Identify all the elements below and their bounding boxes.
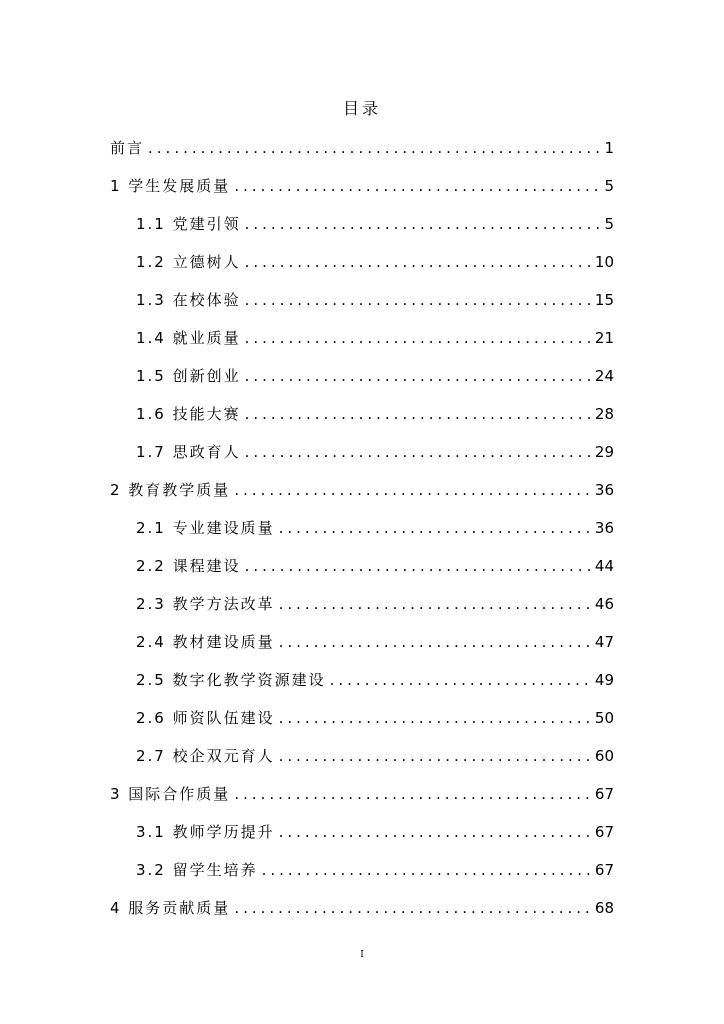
toc-entry-title: 4 服务贡献质量 — [110, 899, 231, 917]
toc-entry-page: 28 — [594, 405, 614, 423]
toc-entry-title: 1.7 思政育人 — [136, 443, 241, 461]
toc-dot-leader — [234, 775, 591, 813]
toc-entry-title: 2.3 教学方法改革 — [136, 595, 275, 613]
toc-entry-page: 1 — [604, 139, 614, 157]
toc-entry[interactable] — [110, 623, 614, 661]
toc-dot-leader — [245, 547, 591, 585]
toc-entry-title: 3.1 教师学历提升 — [136, 823, 275, 841]
toc-heading: 目录 — [342, 99, 381, 118]
toc-dot-leader — [245, 281, 591, 319]
toc-entry[interactable] — [110, 775, 614, 813]
toc-dot-leader — [279, 585, 591, 623]
toc-entry-title: 2.7 校企双元育人 — [136, 747, 275, 765]
toc-entry-page: 36 — [594, 481, 614, 499]
toc-entry-title: 1.6 技能大赛 — [136, 405, 241, 423]
toc-entry[interactable] — [110, 395, 614, 433]
toc-entry-page: 67 — [594, 785, 614, 803]
toc-entry[interactable] — [110, 585, 614, 623]
toc-entry-page: 5 — [604, 177, 614, 195]
toc-dot-leader — [279, 623, 591, 661]
toc-entry-title: 1.1 党建引领 — [136, 215, 241, 233]
toc-entry-page: 5 — [604, 215, 614, 233]
toc-dot-leader — [234, 889, 591, 927]
toc-entry-page: 46 — [594, 595, 614, 613]
toc-dot-leader — [245, 243, 591, 281]
toc-entry[interactable] — [110, 433, 614, 471]
table-of-contents — [110, 129, 614, 927]
toc-entry-page: 21 — [594, 329, 614, 347]
toc-entry-page: 47 — [594, 633, 614, 651]
toc-entry-title: 2.5 数字化教学资源建设 — [136, 671, 326, 689]
toc-dot-leader — [234, 167, 600, 205]
toc-entry[interactable] — [110, 319, 614, 357]
toc-dot-leader — [279, 737, 591, 775]
toc-entry[interactable] — [110, 661, 614, 699]
toc-entry-title: 3 国际合作质量 — [110, 785, 231, 803]
toc-entry[interactable] — [110, 243, 614, 281]
toc-entry-page: 10 — [594, 253, 614, 271]
toc-dot-leader — [245, 395, 591, 433]
toc-dot-leader — [245, 205, 601, 243]
toc-dot-leader — [330, 661, 591, 699]
toc-dot-leader — [279, 813, 591, 851]
toc-entry-title: 2.1 专业建设质量 — [136, 519, 275, 537]
toc-dot-leader — [245, 319, 591, 357]
toc-entry[interactable] — [110, 205, 614, 243]
toc-entry[interactable] — [110, 129, 614, 167]
toc-entry[interactable] — [110, 813, 614, 851]
toc-entry[interactable] — [110, 167, 614, 205]
toc-entry[interactable] — [110, 509, 614, 547]
toc-dot-leader — [245, 433, 591, 471]
toc-entry-title: 1.3 在校体验 — [136, 291, 241, 309]
toc-dot-leader — [245, 357, 591, 395]
toc-entry-title: 3.2 留学生培养 — [136, 861, 258, 879]
toc-entry[interactable] — [110, 547, 614, 585]
toc-entry-title: 2 教育教学质量 — [110, 481, 231, 499]
toc-entry[interactable] — [110, 699, 614, 737]
toc-entry-page: 36 — [594, 519, 614, 537]
toc-dot-leader — [279, 699, 591, 737]
toc-entry[interactable] — [110, 851, 614, 889]
toc-entry-page: 67 — [594, 861, 614, 879]
toc-entry-page: 49 — [594, 671, 614, 689]
toc-entry-page: 50 — [594, 709, 614, 727]
toc-entry[interactable] — [110, 281, 614, 319]
toc-entry-page: 67 — [594, 823, 614, 841]
toc-dot-leader — [148, 129, 600, 167]
toc-entry-title: 1.5 创新创业 — [136, 367, 241, 385]
page-number: I — [360, 950, 364, 960]
toc-entry-page: 68 — [594, 899, 614, 917]
toc-entry-page: 15 — [594, 291, 614, 309]
toc-dot-leader — [279, 509, 591, 547]
toc-entry-title: 2.4 教材建设质量 — [136, 633, 275, 651]
toc-entry-page: 29 — [594, 443, 614, 461]
toc-entry-title: 2.6 师资队伍建设 — [136, 709, 275, 727]
toc-entry-page: 60 — [594, 747, 614, 765]
toc-dot-leader — [234, 471, 591, 509]
toc-entry-page: 24 — [594, 367, 614, 385]
toc-entry-title: 2.2 课程建设 — [136, 557, 241, 575]
toc-entry[interactable] — [110, 737, 614, 775]
toc-entry-title: 1 学生发展质量 — [110, 177, 231, 195]
toc-entry-title: 1.2 立德树人 — [136, 253, 241, 271]
toc-entry[interactable] — [110, 357, 614, 395]
toc-entry[interactable] — [110, 471, 614, 509]
toc-entry[interactable] — [110, 889, 614, 927]
toc-entry-title: 1.4 就业质量 — [136, 329, 241, 347]
toc-entry-title: 前言 — [110, 139, 145, 157]
toc-entry-page: 44 — [594, 557, 614, 575]
toc-dot-leader — [262, 851, 591, 889]
